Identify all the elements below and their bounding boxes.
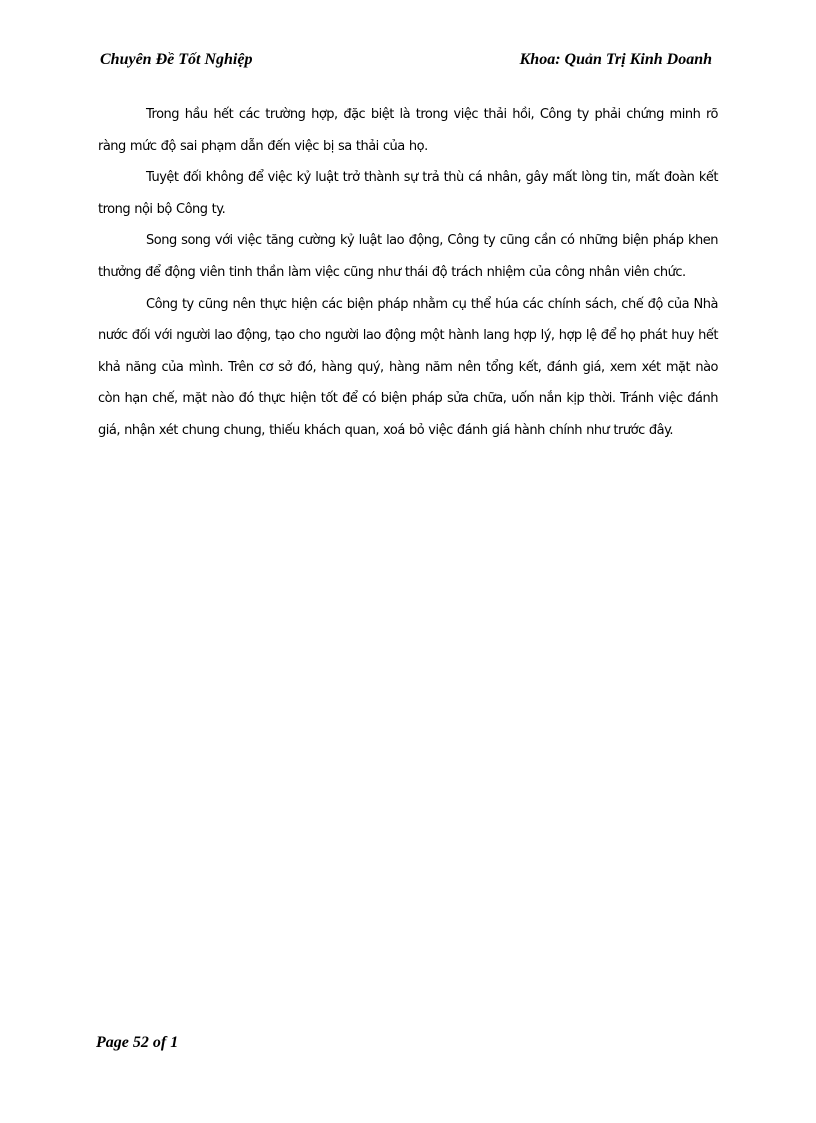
page-number: Page 52 of 1 xyxy=(96,1034,179,1051)
paragraph: Song song với việc tăng cường kỷ luật lao động, Công ty cũng cần có những biện pháp khen thưởng để động viên tinh thần làm việc cũng như thái độ trách nhiệm của công nhân viên chức. xyxy=(98,233,718,280)
header-title: Chuyên Đề Tốt Nghiệp xyxy=(100,51,253,68)
paragraph: Tuyệt đối không để việc kỷ luật trở thành sự trả thù cá nhân, gây mất lòng tin, mất đoàn kết trong nội bộ Công ty. xyxy=(98,170,718,217)
header-department: Khoa: Quản Trị Kinh Doanh xyxy=(519,51,712,68)
page-header xyxy=(100,51,712,73)
paragraph: Trong hầu hết các trường hợp, đặc biệt là trong việc thải hồi, Công ty phải chứng minh rõ ràng mức độ sai phạm dẫn đến việc bị sa thải của họ. xyxy=(98,107,718,154)
page-footer xyxy=(96,1034,178,1052)
document-body xyxy=(98,99,718,447)
paragraph: Công ty cũng nên thực hiện các biện pháp nhằm cụ thể húa các chính sách, chế độ của Nhà nước đối với người lao động, tạo cho người lao động một hành lang hợp lý, hợp lệ để họ phát huy hết khả năng của mình. Trên cơ sở đó, hàng quý, hàng năm nên tổng kết, đánh giá, xem xét mặt nào còn hạn chế, mặt nào đó thực hiện tốt để có biện pháp sửa chữa, uốn nắn kịp thời. Tránh việc đánh giá, nhận xét chung chung, thiếu khách quan, xoá bỏ việc đánh giá hành chính như trước đây. xyxy=(98,296,718,438)
